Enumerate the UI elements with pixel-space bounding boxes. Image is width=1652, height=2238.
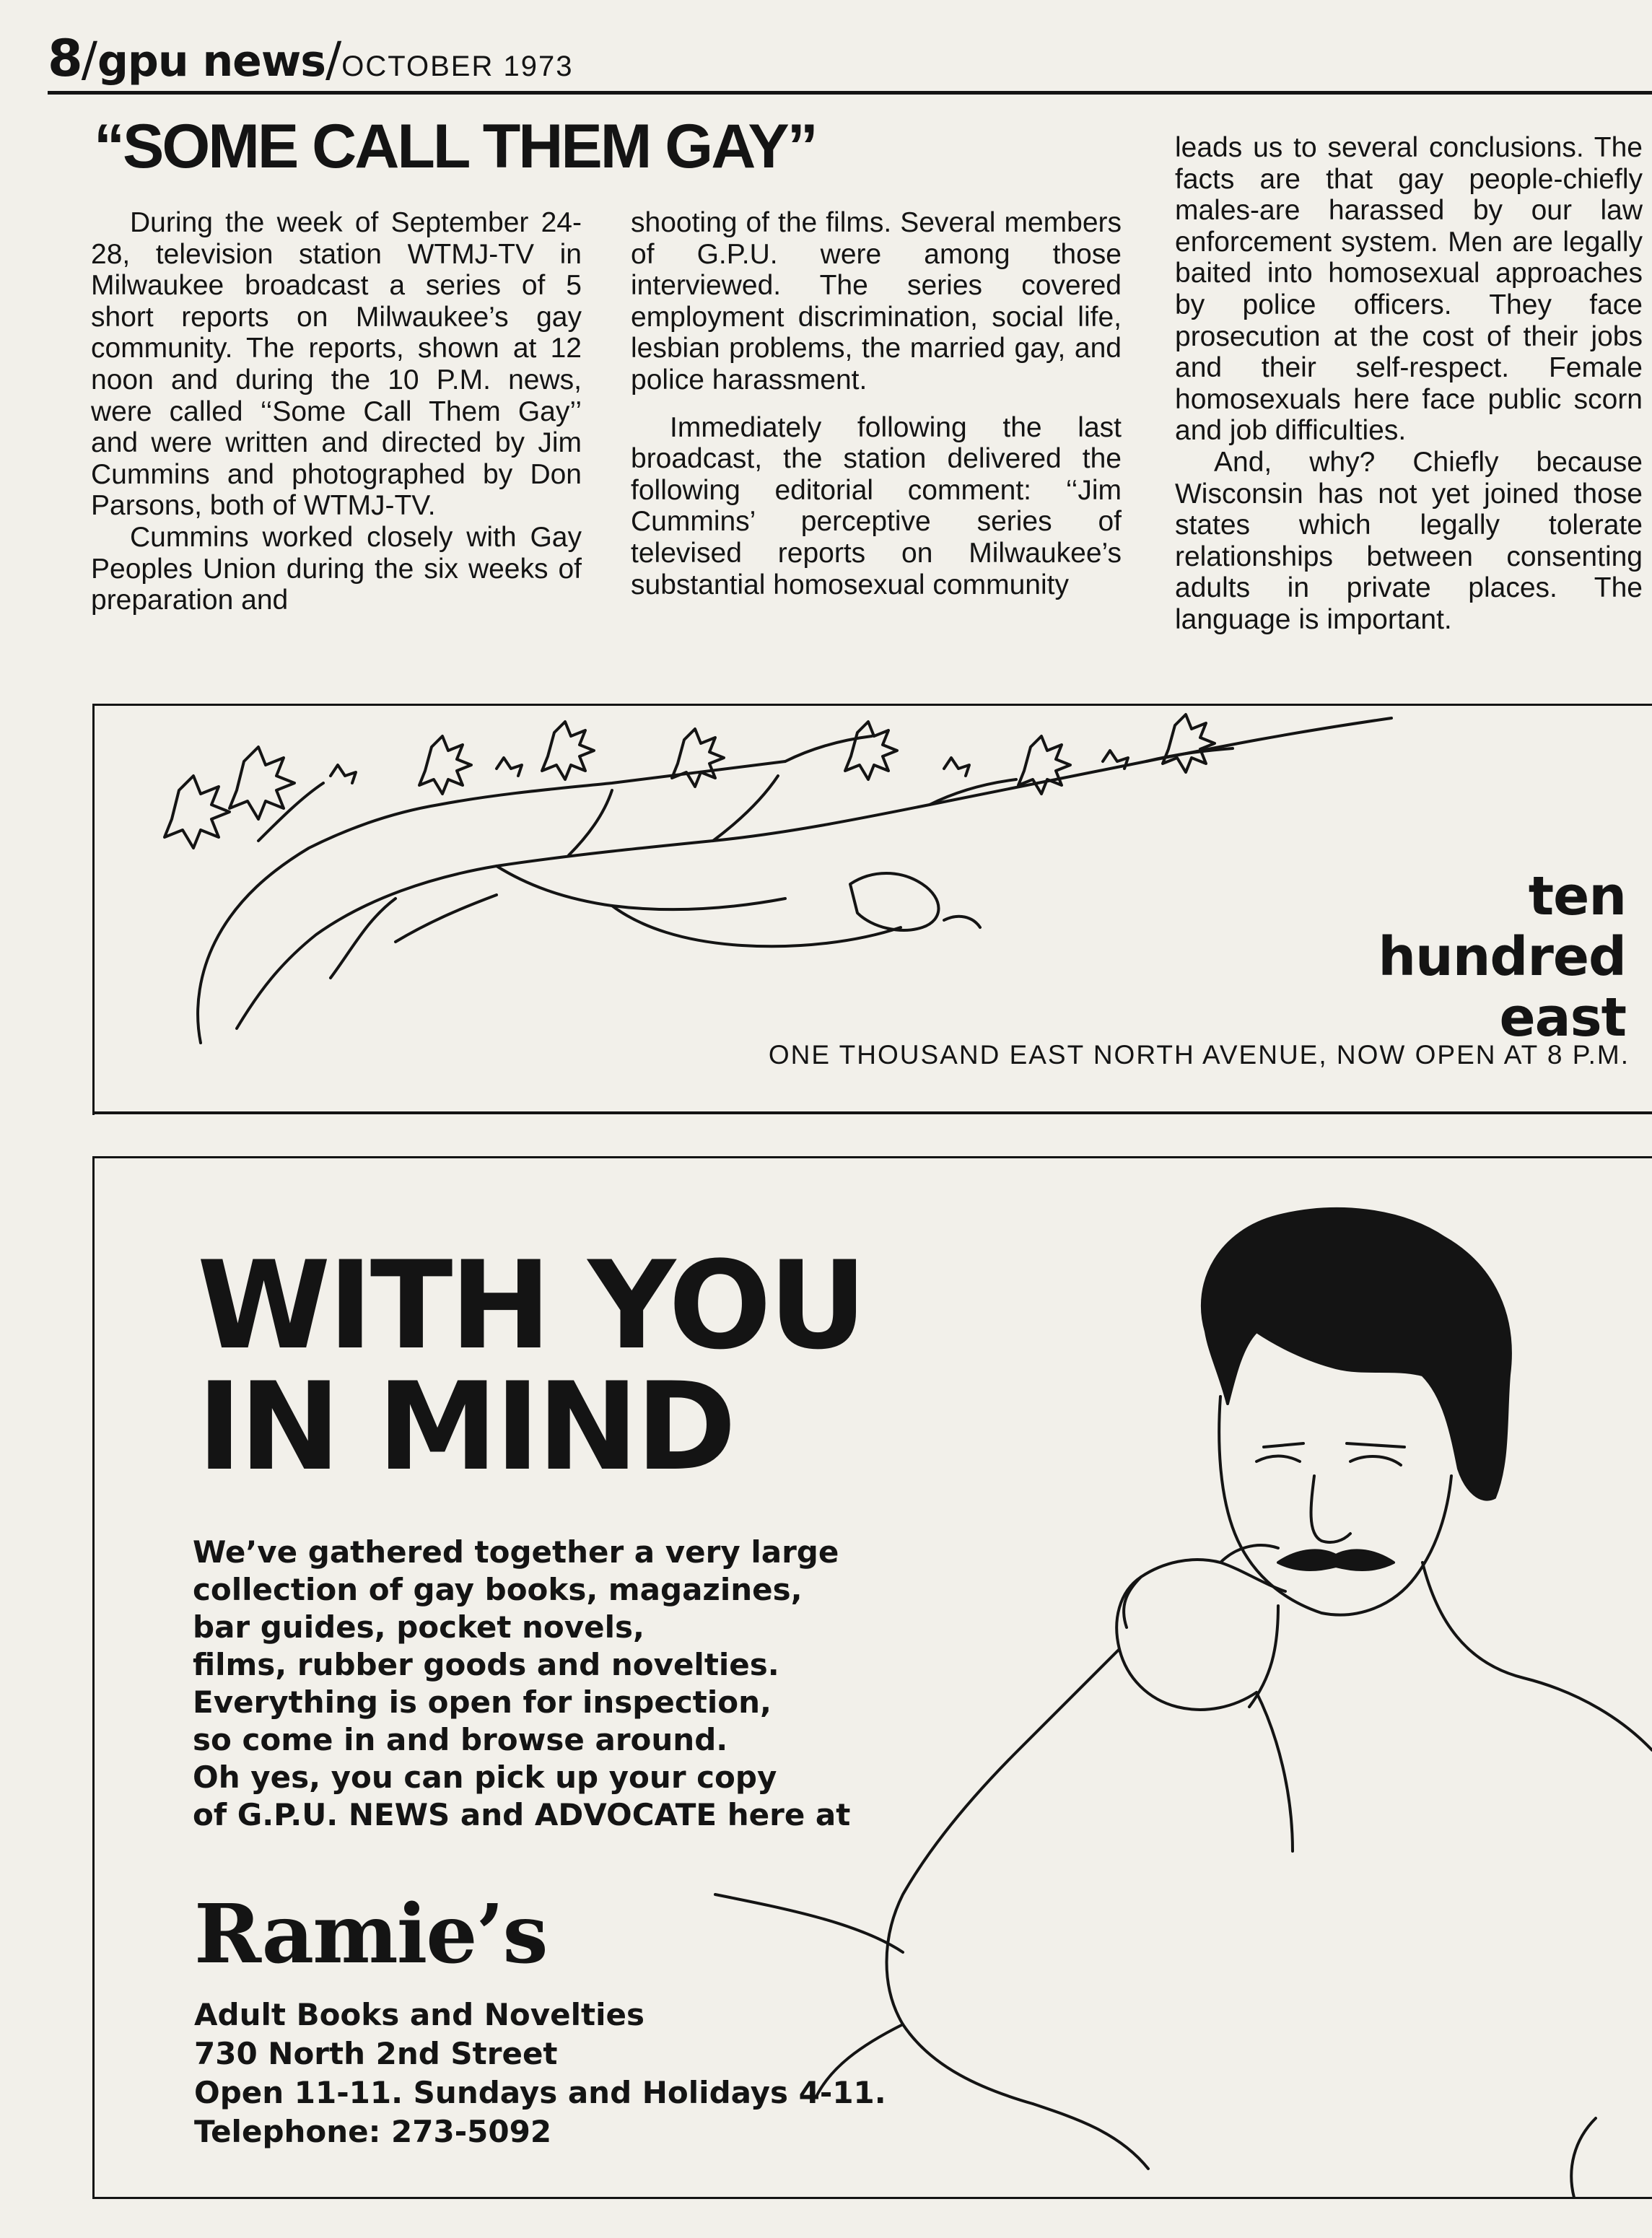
paragraph: Cummins worked closely with Gay Peoples Union during the six weeks of preparation and bbox=[91, 521, 582, 616]
header-rule bbox=[48, 91, 1652, 95]
article-column-2 bbox=[631, 207, 1122, 600]
info-line: 730 North 2nd Street bbox=[194, 2036, 558, 2071]
ramies-ad bbox=[92, 1156, 1652, 2199]
paragraph: shooting of the films. Several members of G.P.U. were among those interviewed. The series covered employment discrimination, social life, lesbian problems, the married gay, and police harassment. bbox=[631, 207, 1122, 395]
ad-store-headline bbox=[197, 1235, 1063, 1498]
body-line: so come in and browse around. bbox=[193, 1722, 728, 1757]
paragraph: leads us to several conclusions. The facts are that gay people-chiefly males-are harassed by our law enforcement system. Men are legally baited into homosexual approaches by police officers. They face prosecution at the cost of their jobs and their self-respect. Female homosexuals here face public scorn and job difficulties. bbox=[1175, 132, 1643, 447]
ad-bar-address: ONE THOUSAND EAST NORTH AVENUE, NOW OPEN AT 8 P.M. bbox=[768, 1040, 1630, 1070]
paragraph: Immediately following the last broadcast, the station delivered the following editorial comment: ‘‘Jim Cummins’ perceptive series of televised reports on Milwaukee’s substantial homosexual community bbox=[631, 411, 1122, 600]
info-line: Open 11-11. Sundays and Holidays 4-11. bbox=[194, 2075, 886, 2110]
body-line: bar guides, pocket novels, bbox=[193, 1609, 645, 1645]
info-line: Adult Books and Novelties bbox=[194, 1997, 644, 2032]
publication-name: gpu news bbox=[97, 36, 326, 87]
title-line: east bbox=[1499, 987, 1626, 1049]
paragraph: And, why? Chiefly because Wisconsin has not yet joined those states which legally tolerate relationships between consenting adults in private places. The language is important. bbox=[1175, 446, 1643, 635]
article-headline: “SOME CALL THEM GAY” bbox=[94, 112, 816, 181]
headline-line: WITH YOU bbox=[197, 1235, 865, 1376]
header-slash-2: / bbox=[325, 32, 342, 87]
ten-hundred-east-ad bbox=[92, 704, 1652, 1114]
title-line: hundred bbox=[1378, 926, 1626, 988]
ad-store-body bbox=[193, 1534, 987, 1834]
body-line: of G.P.U. NEWS and ADVOCATE here at bbox=[193, 1797, 851, 1832]
page-header bbox=[48, 29, 1635, 92]
issue-date: OCTOBER 1973 bbox=[341, 51, 574, 82]
article-column-3 bbox=[1175, 132, 1643, 636]
body-line: Everything is open for inspection, bbox=[193, 1684, 772, 1720]
body-line: collection of gay books, magazines, bbox=[193, 1572, 803, 1607]
body-line: films, rubber goods and novelties. bbox=[193, 1647, 779, 1682]
paragraph: During the week of September 24-28, television station WTMJ-TV in Milwaukee broadcast a series of 5 short reports on Milwaukee’s gay community. The reports, shown at 12 noon and during the 10 P.M. news, were called ‘‘Some Call Them Gay’’ and were written and directed by Jim Cummins and photographed by Don Parsons, both of WTMJ-TV. bbox=[91, 207, 582, 522]
info-line: Telephone: 273-5092 bbox=[194, 2114, 552, 2149]
ramies-logo: Ramie’s bbox=[194, 1887, 547, 1982]
title-line: ten bbox=[1528, 865, 1626, 927]
article-column-1 bbox=[91, 207, 582, 616]
body-line: We’ve gathered together a very large bbox=[193, 1534, 839, 1570]
ad-bar-title bbox=[1265, 866, 1626, 1048]
ad-store-info bbox=[194, 1996, 988, 2151]
header-slash: / bbox=[81, 32, 97, 87]
headline-line: IN MIND bbox=[197, 1356, 734, 1498]
body-line: Oh yes, you can pick up your copy bbox=[193, 1760, 777, 1795]
page-number: 8 bbox=[48, 29, 82, 88]
ad-border-bottom bbox=[92, 1111, 1652, 1114]
